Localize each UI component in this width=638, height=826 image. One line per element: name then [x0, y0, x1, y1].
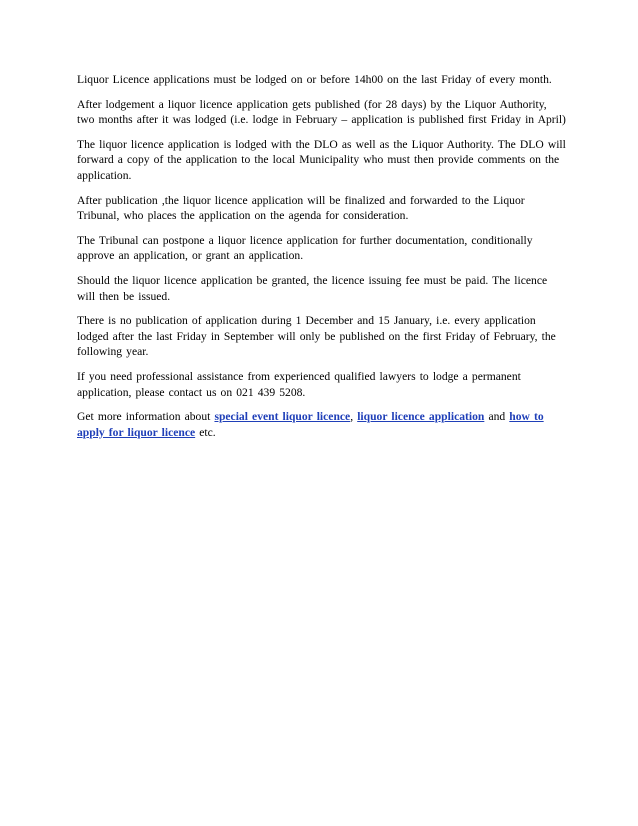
- paragraph-more-information: [77, 409, 567, 440]
- link-liquor-licence-application[interactable]: liquor licence application: [357, 410, 485, 424]
- more-info-intro: Get more information about: [77, 410, 215, 424]
- document-body: [77, 72, 567, 449]
- paragraph-tribunal-forwarding: After publication ,the liquor licence application will be finalized and forwarded to the Liquor Tribunal, who places the application on the agenda for consideration.: [77, 193, 525, 223]
- paragraph-contact: If you need professional assistance from experienced qualified lawyers to lodge a permanent application, please contact us on 021 439 5208.: [77, 369, 521, 399]
- paragraph-tribunal-decisions: The Tribunal can postpone a liquor licence application for further documentation, conditionally approve an application, or grant an application.: [77, 233, 533, 263]
- paragraph-lodging-deadline: Liquor Licence applications must be lodged on or before 14h00 on the last Friday of every month.: [77, 73, 552, 86]
- more-info-separator-1: ,: [350, 410, 358, 424]
- paragraph-no-publication-period: There is no publication of application during 1 December and 15 January, i.e. every application lodged after the last Friday in September will only be published on the first Friday of February, the following year.: [77, 314, 556, 359]
- paragraph-publication-timing: After lodgement a liquor licence application gets published (for 28 days) by the Liquor Authority, two months after it was lodged (i.e. lodge in February – application is published first Friday in April): [77, 97, 566, 127]
- link-how-to-apply-for-liquor-licence[interactable]: how to apply for liquor licence: [77, 410, 544, 439]
- link-special-event-liquor-licence[interactable]: special event liquor licence: [214, 410, 351, 424]
- paragraph-dlo-lodging: The liquor licence application is lodged with the DLO as well as the Liquor Authority. The DLO will forward a copy of the application to the local Municipality who must then provide comments on the application.: [77, 137, 566, 182]
- more-info-separator-2: and: [484, 410, 510, 424]
- paragraph-licence-fee: Should the liquor licence application be granted, the licence issuing fee must be paid. The licence will then be issued.: [77, 273, 548, 303]
- more-info-outro: etc.: [195, 425, 216, 439]
